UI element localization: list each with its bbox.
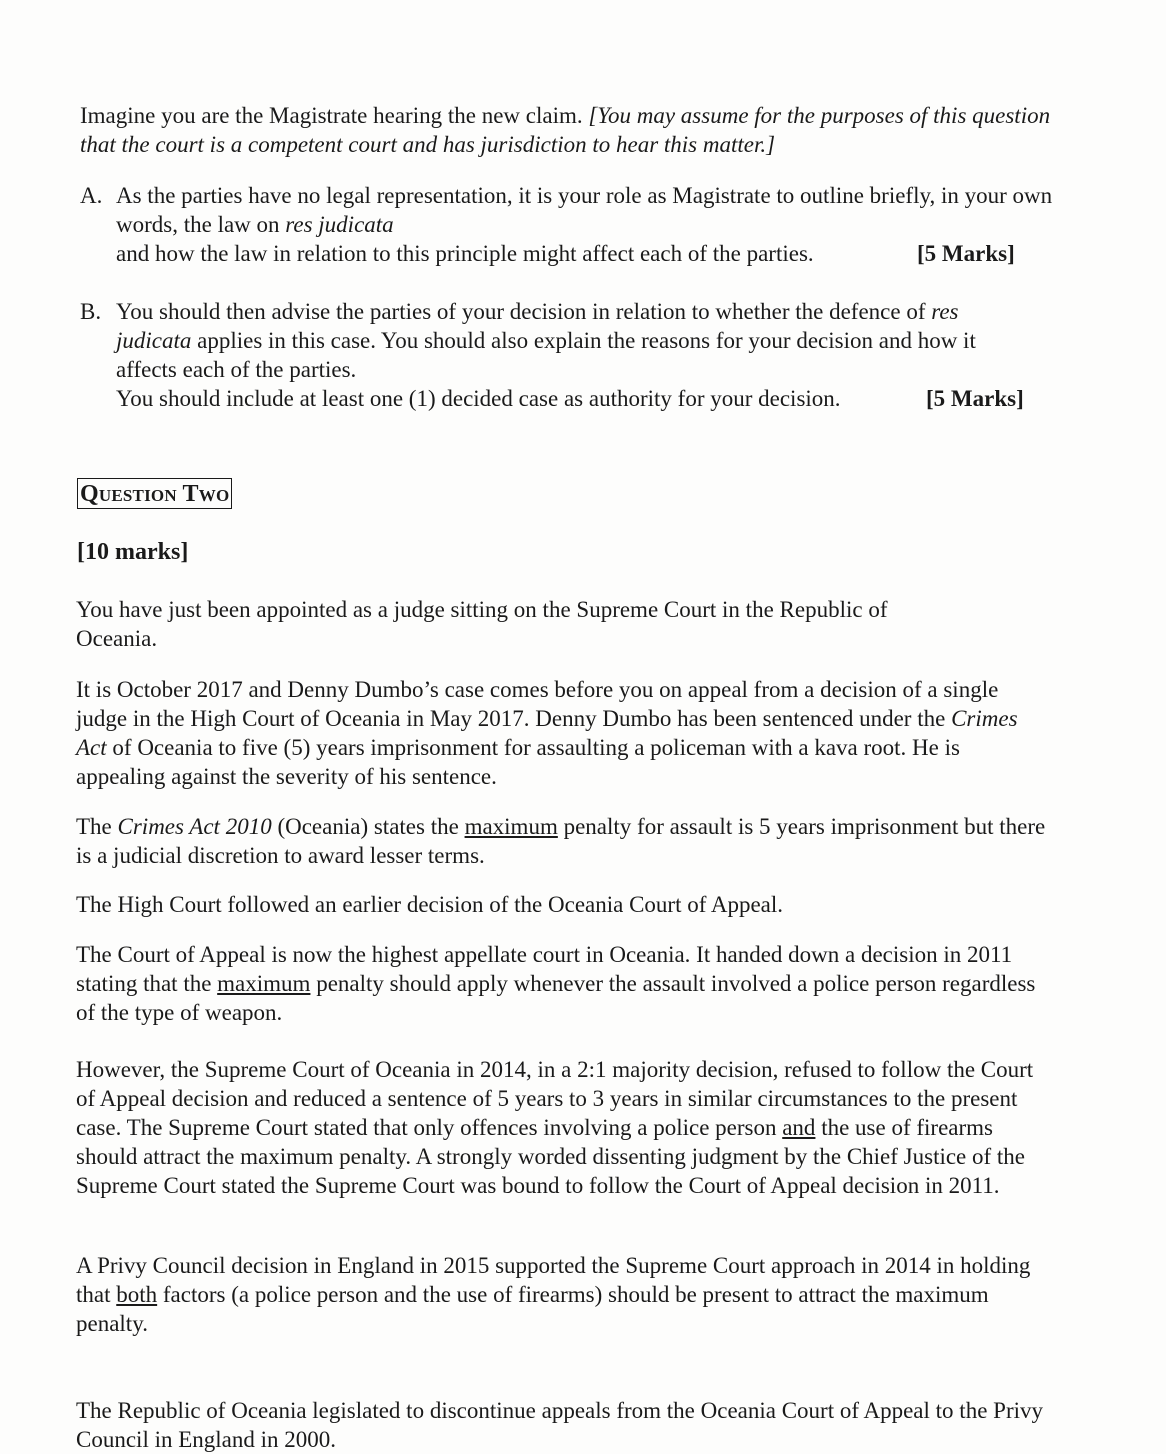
part-b-letter: B.	[80, 299, 102, 324]
paragraph-high-court: The High Court followed an earlier decision of the Oceania Court of Appeal.	[76, 892, 784, 917]
paragraph-legislation-2000: The Republic of Oceania legislated to discontinue appeals from the Oceania Court of Appeal to the Privy Council in England in 2000.	[76, 1398, 1043, 1452]
paragraph-court-of-appeal: The Court of Appeal is now the highest appellate court in Oceania. It handed down a decision in 2011 stating that the maximum penalty should apply whenever the assault involved a police person regardless of the type of weapon.	[76, 942, 1036, 1025]
part-b-text: You should then advise the parties of your decision in relation to whether the defence of res judicata applies in this case. You should also explain the reasons for your decision and how it affects each of the parties.	[116, 299, 976, 382]
paragraph-supreme-court-2014: However, the Supreme Court of Oceania in 2014, in a 2:1 majority decision, refused to follow the Court of Appeal decision and reduced a sentence of 5 years to 3 years in similar circumstances to the present case. The Supreme Court stated that only offences involving a police person and the use of firearms should attract the maximum penalty. A strongly worded dissenting judgment by the Chief Justice of the Supreme Court stated the Supreme Court was bound to follow the Court of Appeal decision in 2011.	[76, 1057, 1034, 1198]
part-a-text: As the parties have no legal representation, it is your role as Magistrate to outline briefly, in your own words, the law on res judicata	[116, 183, 1053, 237]
intro-assumption: [You may assume for the purposes of this question that the court is a competent court and has jurisdiction to hear this matter.]	[80, 103, 1051, 157]
part-a-text-end: and how the law in relation to this principle might affect each of the parties.	[116, 241, 814, 266]
part-b-marks: [5 Marks]	[926, 386, 1024, 411]
question-two-marks: [10 marks]	[77, 539, 189, 565]
part-a-letter: A.	[80, 183, 103, 208]
paragraph-appointment: You have just been appointed as a judge sitting on the Supreme Court in the Republic of Oceania.	[76, 597, 888, 651]
part-a-marks: [5 Marks]	[917, 241, 1015, 266]
question-two-heading: Question Two	[77, 478, 232, 509]
paragraph-case: It is October 2017 and Denny Dumbo’s case comes before you on appeal from a decision of a single judge in the High Court of Oceania in May 2017. Denny Dumbo has been sentenced under the Crimes Act of Oceania to five (5) years imprisonment for assaulting a policeman with a kava root. He is appealing against the severity of his sentence.	[76, 677, 1018, 789]
paragraph-crimes-act: The Crimes Act 2010 (Oceania) states the maximum penalty for assault is 5 years imprisonment but there is a judicial discretion to award lesser terms.	[76, 814, 1046, 868]
part-b-authority: You should include at least one (1) decided case as authority for your decision.	[116, 386, 841, 411]
intro-paragraph	[80, 101, 1080, 159]
paragraph-privy-council: A Privy Council decision in England in 2015 supported the Supreme Court approach in 2014 in holding that both factors (a police person and the use of firearms) should be present to attract the maximum penalty.	[76, 1253, 1031, 1336]
intro-text: Imagine you are the Magistrate hearing the new claim.	[80, 103, 583, 128]
